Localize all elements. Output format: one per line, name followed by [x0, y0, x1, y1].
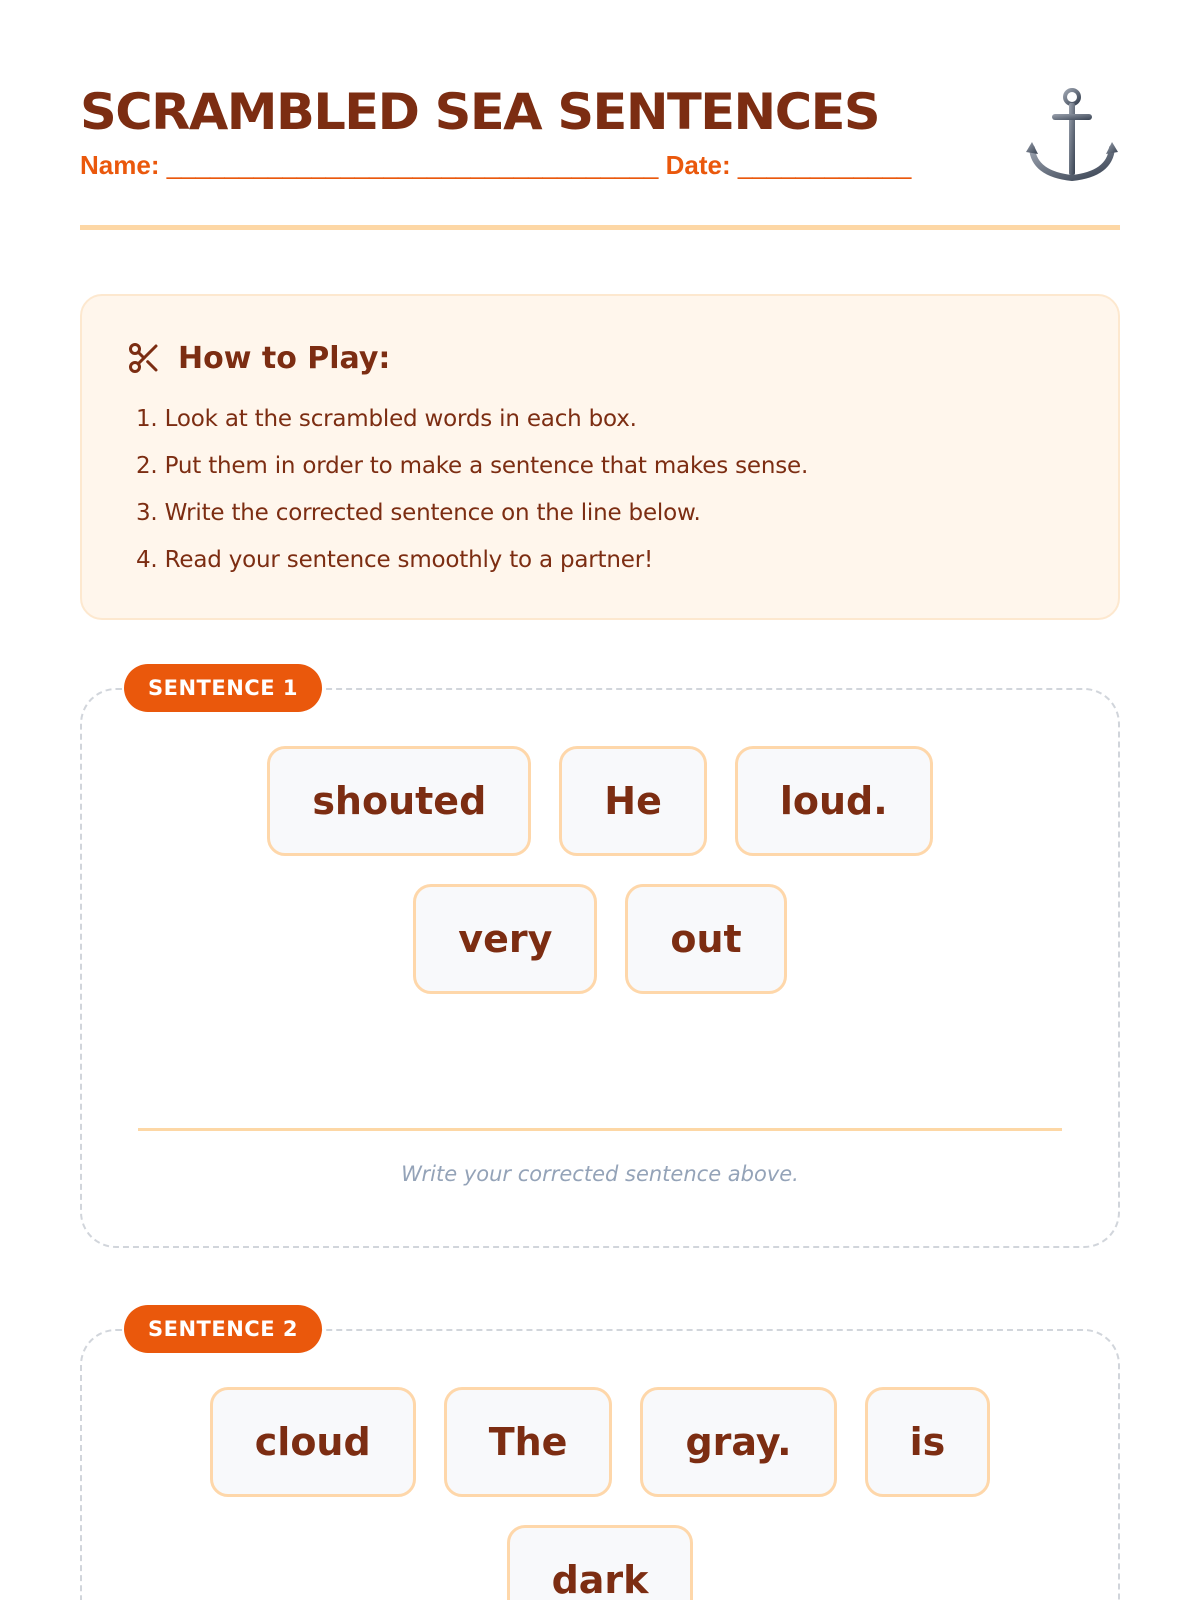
worksheet-header [80, 82, 1120, 230]
instruction-step: 1. Look at the scrambled words in each box. [136, 406, 637, 432]
answer-line[interactable] [138, 1128, 1062, 1131]
word-tile[interactable]: The [444, 1387, 613, 1497]
word-tile[interactable]: loud. [735, 746, 933, 856]
word-tile[interactable]: cloud [210, 1387, 416, 1497]
scissors-icon [126, 340, 162, 376]
name-date-line [80, 148, 1120, 182]
word-tile[interactable]: shouted [267, 746, 531, 856]
date-label: Date: [665, 150, 731, 180]
sentence-badge: SENTENCE 2 [124, 1305, 322, 1353]
instruction-list [126, 396, 1074, 584]
instruction-step: 3. Write the corrected sentence on the line below. [136, 500, 701, 526]
name-field[interactable]: __________________________________ [166, 150, 659, 180]
word-tile[interactable]: dark [507, 1525, 694, 1600]
word-tile[interactable]: is [865, 1387, 991, 1497]
word-tile[interactable]: out [625, 884, 786, 994]
word-tiles [82, 1387, 1118, 1600]
instruction-step: 2. Put them in order to make a sentence that makes sense. [136, 453, 809, 479]
answer-hint: Write your corrected sentence above. [401, 1162, 799, 1186]
instruction-step: 4. Read your sentence smoothly to a partner! [136, 547, 653, 573]
how-to-play-panel [80, 294, 1120, 620]
word-tile[interactable]: He [559, 746, 707, 856]
page-title: SCRAMBLED SEA SENTENCES [80, 83, 880, 141]
word-tile[interactable]: very [413, 884, 597, 994]
sentence-badge: SENTENCE 1 [124, 664, 322, 712]
sentence-card-2 [80, 1317, 1120, 1600]
how-to-play-title: How to Play: [178, 340, 391, 376]
anchor-icon [1024, 86, 1120, 186]
word-tiles [82, 746, 1118, 994]
name-label: Name: [80, 150, 160, 180]
word-tile[interactable]: gray. [640, 1387, 836, 1497]
how-to-play-heading [126, 338, 1074, 378]
date-field[interactable]: ____________ [737, 150, 912, 180]
sentence-card-1 [80, 676, 1120, 1248]
